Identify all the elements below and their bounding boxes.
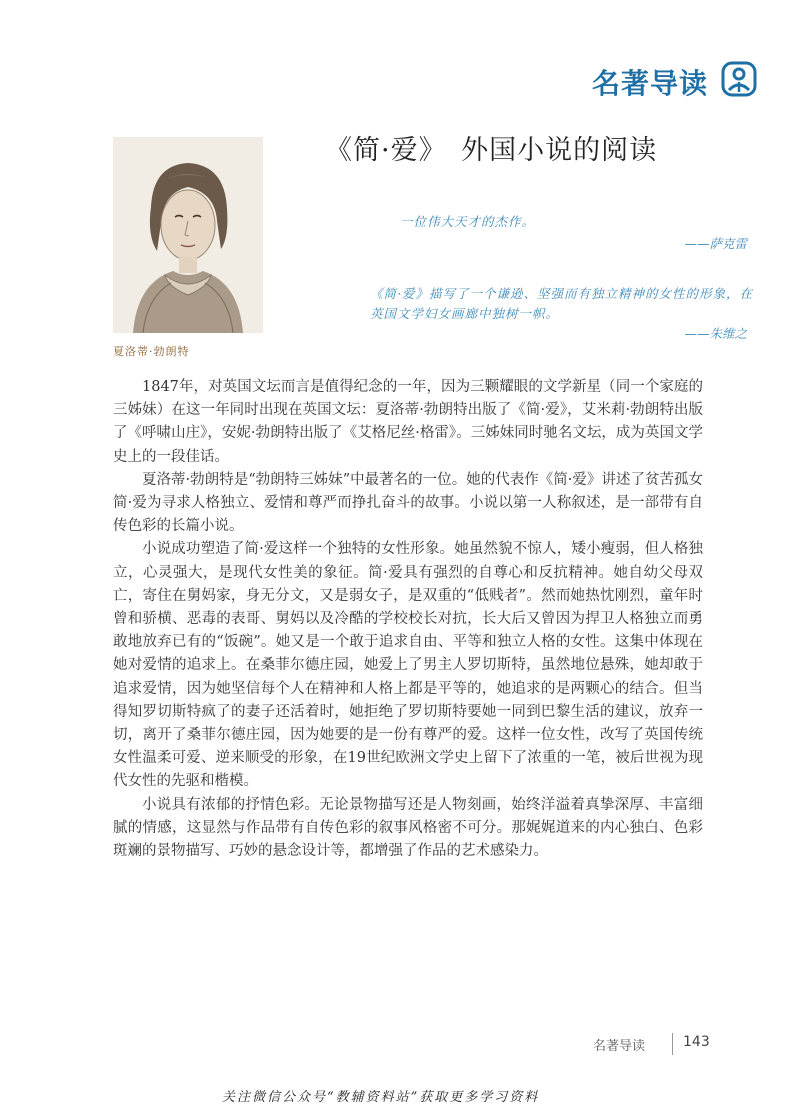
- quote-1-text: 一位伟大天才的杰作。: [400, 214, 536, 229]
- portrait-caption: 夏洛蒂·勃朗特: [113, 345, 190, 358]
- paragraph-2: 夏洛蒂·勃朗特是“勃朗特三姊妹”中最著名的一位。她的代表作《简·爱》讲述了贫苦孤女简·爱为寻求人格独立、爱情和尊严而挣扎奋斗的故事。小说以第一人称叙述，是一部带有自传色彩的长篇小说。: [113, 471, 703, 535]
- page-number: 143: [683, 1034, 710, 1050]
- article-title: 《简·爱》 外国小说的阅读: [325, 135, 658, 166]
- quote-2-author: ——朱维之: [684, 326, 747, 341]
- footer-divider: [672, 1033, 673, 1055]
- portrait-image: [113, 137, 263, 333]
- paragraph-4: 小说具有浓郁的抒情色彩。无论景物描写还是人物刻画，始终洋溢着真挚深厚、丰富细腻的情感，这显然与作品带有自传色彩的叙事风格密不可分。那娓娓道来的内心独白、色彩斑斓的景物描写、巧妙的悬念设计等，都增强了作品的艺术感染力。: [113, 796, 703, 860]
- page-footer: [593, 1031, 713, 1057]
- footer-section-label: 名著导读: [593, 1039, 646, 1054]
- section-banner: [570, 52, 800, 104]
- bottom-promo-note: 关注微信公众号“教辅资料站”获取更多学习资料: [222, 1090, 540, 1105]
- paragraph-1: 1847年，对英国文坛而言是值得纪念的一年，因为三颗耀眼的文学新星（同一个家庭的三姊妹）在这一年同时出现在英国文坛：夏洛蒂·勃朗特出版了《简·爱》，艾米莉·勃朗特出版了《呼啸山庄》，安妮·勃朗特出版了《艾格尼丝·格雷》。三姊妹同时驰名文坛，成为英国文学史上的一段佳话。: [113, 379, 703, 465]
- paragraph-3: 小说成功塑造了简·爱这样一个独特的女性形象。她虽然貌不惊人，矮小瘦弱，但人格独立，心灵强大，是现代女性美的象征。简·爱具有强烈的自尊心和反抗精神。她自幼父母双亡，寄住在舅妈家，身无分文，又是弱女子，是双重的“低贱者”。然而她热忱刚烈，童年时曾和骄横、恶毒的表哥、舅妈以及冷酷的学校校长对抗，长大后又曾因为捍卫人格独立而勇敢地放弃已有的“饭碗”。她又是一个敢于追求自由、平等和独立人格的女性。这集中体现在她对爱情的追求上。在桑菲尔德庄园，她爱上了男主人罗切斯特，虽然地位悬殊，她却敢于追求爱情，因为她坚信每个人在精神和人格上都是平等的，她追求的是两颗心的结合。但当得知罗切斯特疯了的妻子还活着时，她拒绝了罗切斯特要她一同到巴黎生活的建议，放弃一切，离开了桑菲尔德庄园，因为她要的是一份有尊严的爱。这样一位女性，改写了英国传统女性温柔可爱、逆来顺受的形象，在19世纪欧洲文学史上留下了浓重的一笔，被后世视为现代女性的先驱和楷模。: [113, 541, 703, 790]
- quote-2-text: 《简·爱》描写了一个谦逊、坚强而有独立精神的女性的形象，在英国文学妇女画廊中独树一帜。: [370, 286, 753, 321]
- book-reader-icon: [720, 60, 758, 98]
- quote-1-author: ——萨克雷: [684, 236, 747, 251]
- article-body: [113, 376, 703, 863]
- section-title: 名著导读: [592, 67, 709, 100]
